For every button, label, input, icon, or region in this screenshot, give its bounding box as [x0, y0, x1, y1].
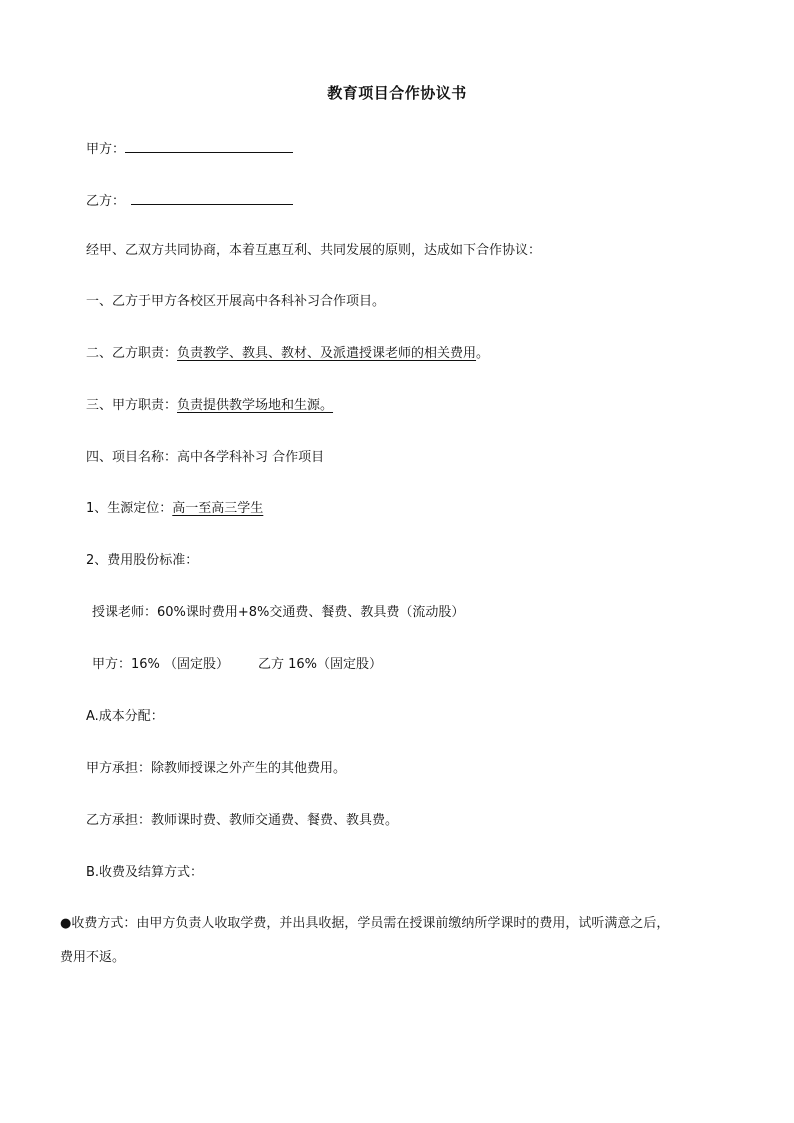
- sub-clause-1-prefix: 1、生源定位：: [86, 501, 173, 516]
- clause-1: 一、乙方于甲方各校区开展高中各科补习合作项目。: [86, 294, 386, 309]
- party-b-blank: [131, 190, 293, 205]
- clause-3-prefix: 三、甲方职责：: [86, 398, 178, 413]
- cost-party-b: 乙方承担：教师课时费、教师交通费、餐费、教具费。: [86, 813, 399, 828]
- fee-method-line-1: ●收费方式：由甲方负责人收取学费，并出具收据，学员需在授课前缴纳所学课时的费用，试听满意之后，: [60, 916, 670, 931]
- section-a-heading: A.成本分配：: [86, 709, 164, 724]
- fee-method-line-2: 费用不返。: [60, 950, 126, 965]
- clause-4: 四、项目名称：高中各学科补习 合作项目: [86, 450, 325, 465]
- party-a-blank: [125, 138, 293, 153]
- party-b-line: [86, 190, 293, 212]
- party-b-label: 乙方：: [86, 194, 126, 209]
- clause-2-suffix: 。: [476, 346, 490, 361]
- intro-paragraph: 经甲、乙双方共同协商，本着互惠互利、共同发展的原则，达成如下合作协议：: [86, 243, 542, 258]
- cost-party-a: 甲方承担：除教师授课之外产生的其他费用。: [86, 761, 347, 776]
- clause-3-duty: 负责提供教学场地和生源。: [177, 398, 334, 413]
- clause-2-prefix: 二、乙方职责：: [86, 346, 178, 361]
- party-a-line: [86, 138, 293, 160]
- party-a-label: 甲方：: [86, 142, 126, 157]
- document-title: 教育项目合作协议书: [327, 84, 467, 102]
- clause-3: [86, 396, 333, 416]
- share-party-a: 甲方：16% （固定股）: [92, 657, 230, 672]
- sub-clause-1: [86, 499, 263, 519]
- student-range: 高一至高三学生: [172, 501, 264, 516]
- section-b-heading: B.收费及结算方式：: [86, 865, 204, 880]
- clause-2: [86, 344, 489, 364]
- share-party-b: 乙方 16%（固定股）: [258, 657, 383, 672]
- sub-clause-2: 2、费用股份标准：: [86, 553, 199, 568]
- clause-2-duty: 负责教学、教具、教材、及派遣授课老师的相关费用: [177, 346, 477, 361]
- teacher-share: 授课老师：60%课时费用+8%交通费、餐费、教具费（流动股）: [92, 605, 465, 620]
